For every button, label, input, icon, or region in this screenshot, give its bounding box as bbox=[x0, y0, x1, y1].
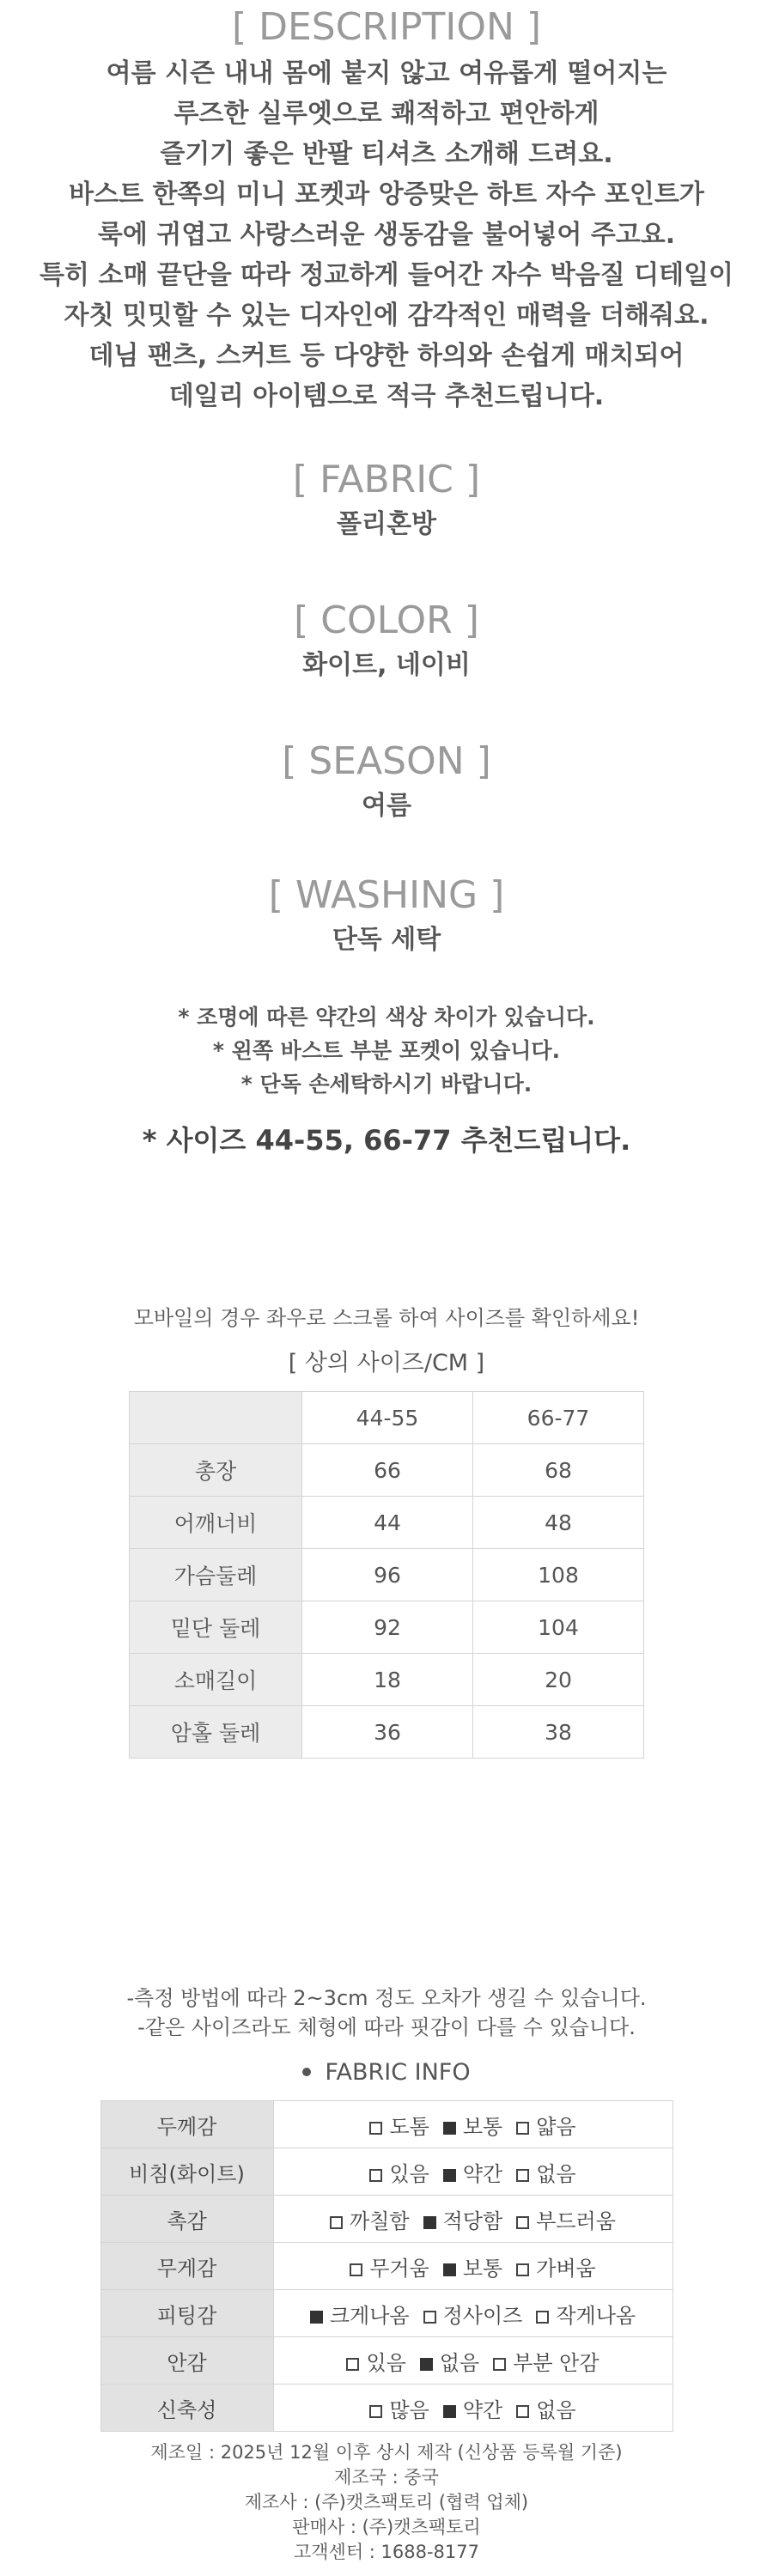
description-title: [ DESCRIPTION ] bbox=[231, 5, 542, 49]
unchecked-box-icon bbox=[423, 2311, 436, 2324]
cell-value: 18 bbox=[302, 1654, 473, 1706]
fabric-option-label: 있음 bbox=[389, 2161, 429, 2186]
checked-box-icon bbox=[310, 2311, 323, 2324]
fabric-option-label: 도톰 bbox=[389, 2114, 429, 2139]
checked-box-icon bbox=[420, 2358, 433, 2371]
checked-box-icon bbox=[423, 2216, 436, 2229]
fabric-info-row bbox=[100, 2243, 673, 2290]
header-empty-cell bbox=[130, 1392, 302, 1444]
fabric-option bbox=[443, 2251, 502, 2281]
fabric-info-label: 안감 bbox=[100, 2337, 273, 2385]
fabric-info-label: 촉감 bbox=[100, 2196, 273, 2243]
fabric-option-label: 부드러움 bbox=[536, 2208, 616, 2233]
bullet-icon bbox=[302, 2068, 311, 2076]
fabric-info-options bbox=[273, 2196, 673, 2243]
fabric-option-label: 약간 bbox=[462, 2397, 503, 2422]
description-line: 데일리 아이템으로 적극 추천드립니다. bbox=[168, 381, 605, 411]
fabric-option-label: 없음 bbox=[536, 2161, 576, 2186]
description-line: 바스트 한쪽의 미니 포켓과 앙증맞은 하트 자수 포인트가 bbox=[69, 179, 704, 210]
unchecked-box-icon bbox=[369, 2122, 382, 2135]
mobile-scroll-note: 모바일의 경우 좌우로 스크롤 하여 사이즈를 확인하세요! bbox=[133, 1306, 640, 1330]
fabric-option-label: 부분 안감 bbox=[513, 2350, 600, 2375]
size-section bbox=[0, 1303, 773, 1759]
fabric-option-label: 보통 bbox=[462, 2256, 503, 2281]
size-table bbox=[129, 1391, 644, 1759]
manufacturer: 제조사 : (주)캣츠팩토리 (협력 업체) bbox=[244, 2492, 529, 2512]
cell-value: 104 bbox=[473, 1601, 644, 1654]
fabric-info-options bbox=[273, 2385, 673, 2432]
size-table-header bbox=[130, 1392, 644, 1444]
table-row bbox=[130, 1444, 644, 1497]
fabric-info-options bbox=[273, 2148, 673, 2196]
table-row bbox=[130, 1549, 644, 1601]
unchecked-box-icon bbox=[516, 2169, 529, 2182]
fabric-value: 폴리혼방 bbox=[337, 509, 436, 539]
customer-center: 고객센터 : 1688-8177 bbox=[293, 2542, 480, 2562]
description-line: 특히 소매 끝단을 따라 정교하게 들어간 자수 박음질 디테일이 bbox=[39, 260, 734, 290]
row-label: 암홀 둘레 bbox=[130, 1706, 302, 1759]
fabric-info-options bbox=[273, 2243, 673, 2290]
fabric-info-heading bbox=[0, 2056, 773, 2090]
unchecked-box-icon bbox=[493, 2358, 506, 2371]
season-title: [ SEASON ] bbox=[282, 739, 491, 783]
unchecked-box-icon bbox=[536, 2311, 549, 2324]
fabric-option-label: 까칠함 bbox=[350, 2208, 410, 2233]
checked-box-icon bbox=[443, 2405, 456, 2418]
fabric-option-label: 약간 bbox=[462, 2161, 503, 2186]
row-label: 가슴둘레 bbox=[130, 1549, 302, 1601]
origin-country: 제조국 : 중국 bbox=[334, 2467, 439, 2488]
cell-value: 92 bbox=[302, 1601, 473, 1654]
fabric-title: [ FABRIC ] bbox=[292, 458, 481, 501]
table-row bbox=[130, 1497, 644, 1549]
unchecked-box-icon bbox=[346, 2358, 359, 2371]
fabric-info-row bbox=[100, 2385, 673, 2432]
unchecked-box-icon bbox=[516, 2405, 529, 2418]
fabric-option bbox=[423, 2204, 503, 2234]
fabric-option bbox=[423, 2299, 523, 2329]
row-label: 어깨너비 bbox=[130, 1497, 302, 1549]
fabric-section bbox=[0, 458, 773, 542]
unchecked-box-icon bbox=[369, 2405, 382, 2418]
fabric-info-options bbox=[273, 2290, 673, 2337]
cell-value: 66 bbox=[302, 1444, 473, 1497]
fabric-option-label: 가벼움 bbox=[536, 2256, 596, 2281]
fabric-info-label: 두께감 bbox=[100, 2101, 273, 2148]
description-section bbox=[0, 0, 773, 416]
fabric-option bbox=[310, 2299, 410, 2329]
fabric-option bbox=[369, 2110, 429, 2140]
fabric-option bbox=[346, 2346, 405, 2376]
product-info-footer bbox=[0, 2440, 773, 2565]
cell-value: 48 bbox=[473, 1497, 644, 1549]
fabric-info-table bbox=[100, 2100, 673, 2432]
row-label: 총장 bbox=[130, 1444, 302, 1497]
fabric-option bbox=[493, 2346, 599, 2376]
color-section bbox=[0, 598, 773, 683]
season-value: 여름 bbox=[362, 791, 411, 821]
season-section bbox=[0, 739, 773, 823]
fabric-option bbox=[420, 2346, 479, 2376]
fabric-option bbox=[443, 2110, 502, 2140]
cell-value: 68 bbox=[473, 1444, 644, 1497]
note-line: * 왼쪽 바스트 부분 포켓이 있습니다. bbox=[212, 1038, 561, 1063]
cell-value: 96 bbox=[302, 1549, 473, 1601]
unchecked-box-icon bbox=[350, 2263, 362, 2276]
measure-note-line: -측정 방법에 따라 2~3cm 정도 오차가 생길 수 있습니다. bbox=[126, 1986, 647, 2010]
fabric-info-rows bbox=[100, 2101, 673, 2432]
fabric-option bbox=[516, 2393, 575, 2423]
manufacture-date: 제조일 : 2025년 12월 이후 상시 제작 (신상품 등록월 기준) bbox=[150, 2442, 623, 2463]
washing-section bbox=[0, 873, 773, 957]
row-label: 소매길이 bbox=[130, 1654, 302, 1706]
size-recommendation: * 사이즈 44-55, 66-77 추천드립니다. bbox=[142, 1124, 631, 1157]
fabric-option bbox=[443, 2393, 502, 2423]
fabric-info-options bbox=[273, 2101, 673, 2148]
fabric-info-label: 무게감 bbox=[100, 2243, 273, 2290]
fabric-option-label: 없음 bbox=[439, 2350, 480, 2375]
fabric-info-section bbox=[0, 2056, 773, 2432]
row-label: 밑단 둘레 bbox=[130, 1601, 302, 1654]
cell-value: 44 bbox=[302, 1497, 473, 1549]
fabric-option-label: 있음 bbox=[366, 2350, 406, 2375]
seller: 판매사 : (주)캣츠팩토리 bbox=[292, 2517, 481, 2537]
fabric-option bbox=[350, 2251, 429, 2281]
fabric-option-label: 얇음 bbox=[536, 2114, 576, 2139]
description-line: 루즈한 실루엣으로 쾌적하고 편안하게 bbox=[173, 99, 600, 129]
cell-value: 36 bbox=[302, 1706, 473, 1759]
unchecked-box-icon bbox=[516, 2263, 529, 2276]
fabric-info-row bbox=[100, 2196, 673, 2243]
unchecked-box-icon bbox=[516, 2216, 529, 2229]
notes-section bbox=[0, 1000, 773, 1101]
checked-box-icon bbox=[443, 2122, 456, 2135]
fabric-option-label: 적당함 bbox=[442, 2208, 503, 2233]
fabric-option-label: 크게나옴 bbox=[329, 2303, 410, 2328]
note-line: * 단독 손세탁하시기 바랍니다. bbox=[240, 1072, 533, 1097]
fabric-option-label: 정사이즈 bbox=[442, 2303, 523, 2328]
cell-value: 38 bbox=[473, 1706, 644, 1759]
table-row bbox=[130, 1654, 644, 1706]
fabric-option bbox=[516, 2204, 616, 2234]
fabric-info-row bbox=[100, 2337, 673, 2385]
fabric-info-label: 신축성 bbox=[100, 2385, 273, 2432]
table-row bbox=[130, 1706, 644, 1759]
color-title: [ COLOR ] bbox=[294, 598, 479, 642]
description-line: 자칫 밋밋할 수 있는 디자인에 감각적인 매력을 더해줘요. bbox=[64, 301, 709, 331]
fabric-option bbox=[369, 2393, 429, 2423]
fabric-option-label: 보통 bbox=[462, 2114, 503, 2139]
fabric-info-row bbox=[100, 2101, 673, 2148]
fabric-option bbox=[516, 2110, 575, 2140]
checked-box-icon bbox=[443, 2169, 456, 2182]
description-line: 여름 시즌 내내 몸에 붙지 않고 여유롭게 떨어지는 bbox=[106, 58, 667, 88]
fabric-option bbox=[516, 2251, 596, 2281]
fabric-info-title: FABRIC INFO bbox=[325, 2059, 471, 2086]
washing-title: [ WASHING ] bbox=[268, 873, 505, 917]
fabric-info-label: 비침(화이트) bbox=[100, 2148, 273, 2196]
color-value: 화이트, 네이비 bbox=[302, 650, 471, 680]
unchecked-box-icon bbox=[369, 2169, 382, 2182]
cell-value: 20 bbox=[473, 1654, 644, 1706]
size-table-title: [ 상의 사이즈/CM ] bbox=[288, 1350, 485, 1376]
fabric-option bbox=[516, 2157, 575, 2187]
table-row bbox=[130, 1601, 644, 1654]
fabric-info-label: 피팅감 bbox=[100, 2290, 273, 2337]
fabric-option-label: 무거움 bbox=[369, 2256, 429, 2281]
fabric-option bbox=[369, 2157, 429, 2187]
description-line: 룩에 귀엽고 사랑스러운 생동감을 불어넣어 주고요. bbox=[97, 220, 676, 250]
washing-value: 단독 세탁 bbox=[332, 925, 441, 955]
header-cell: 44-55 bbox=[302, 1392, 473, 1444]
fabric-option-label: 많음 bbox=[389, 2397, 429, 2422]
description-line: 즐기기 좋은 반팔 티셔츠 소개해 드려요. bbox=[160, 139, 613, 169]
description-line: 데님 팬츠, 스커트 등 다양한 하의와 손쉽게 매치되어 bbox=[88, 341, 685, 371]
cell-value: 108 bbox=[473, 1549, 644, 1601]
fabric-option-label: 없음 bbox=[536, 2397, 576, 2422]
measure-note-line: -같은 사이즈라도 체형에 따라 핏감이 다를 수 있습니다. bbox=[137, 2015, 636, 2039]
measure-notes bbox=[0, 1984, 773, 2042]
note-line: * 조명에 따른 약간의 색상 차이가 있습니다. bbox=[178, 1005, 595, 1030]
fabric-info-row bbox=[100, 2148, 673, 2196]
fabric-info-row bbox=[100, 2290, 673, 2337]
checked-box-icon bbox=[443, 2263, 456, 2276]
fabric-option bbox=[536, 2299, 636, 2329]
header-cell: 66-77 bbox=[473, 1392, 644, 1444]
fabric-option bbox=[443, 2157, 502, 2187]
fabric-option bbox=[330, 2204, 410, 2234]
unchecked-box-icon bbox=[516, 2122, 529, 2135]
fabric-info-options bbox=[273, 2337, 673, 2385]
description-body bbox=[0, 53, 773, 416]
unchecked-box-icon bbox=[330, 2216, 343, 2229]
fabric-option-label: 작게나옴 bbox=[556, 2303, 636, 2328]
